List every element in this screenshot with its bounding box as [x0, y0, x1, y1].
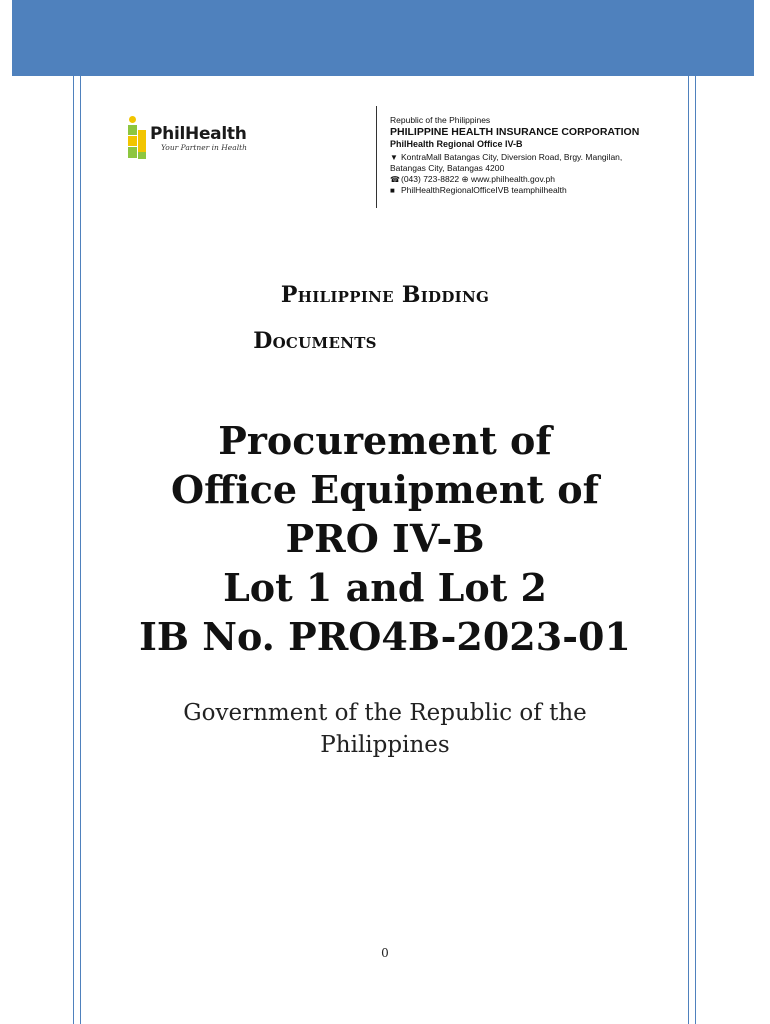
location-pin-icon: ▼: [390, 153, 398, 162]
page-border-right: [695, 76, 696, 1024]
address-line-1: ▼ KontraMall Batangas City, Diversion Road, Brgy. Mangilan,: [390, 152, 623, 162]
title-line-3: PRO IV-B: [285, 516, 485, 561]
contact-line: ☎(043) 723-8822 ⊕ www.philhealth.gov.ph: [390, 174, 555, 184]
document-type-heading: [150, 272, 620, 364]
subtitle-line-1: Government of the Republic of the: [183, 700, 587, 726]
brand-tagline: Your Partner in Health: [161, 143, 247, 152]
phone-icon: ☎: [390, 175, 400, 184]
title-line-1: Procurement of: [218, 418, 552, 463]
issuer-subtitle: [80, 697, 690, 761]
subtitle-line-2: Philippines: [320, 732, 450, 758]
page-border-left: [73, 76, 74, 1024]
brand-name: PhilHealth: [150, 124, 247, 144]
social-line: ■ PhilHealthRegionalOfficeIVB teamphilhealth: [390, 185, 567, 195]
title-line-5: IB No. PRO4B-2023-01: [139, 614, 631, 659]
procurement-title: [80, 416, 690, 661]
document-type-line-1: Philippine Bidding: [280, 282, 490, 308]
title-line-2: Office Equipment of: [171, 467, 599, 512]
title-line-4: Lot 1 and Lot 2: [223, 565, 547, 610]
address-line-2: Batangas City, Batangas 4200: [390, 163, 505, 173]
facebook-icon: ■: [390, 186, 395, 195]
top-banner: [12, 0, 754, 76]
republic-label: Republic of the Philippines: [390, 115, 491, 125]
header-divider: [376, 106, 377, 208]
document-type-line-2: Documents: [253, 328, 377, 354]
regional-office: PhilHealth Regional Office IV-B: [390, 139, 523, 149]
corporation-name: PHILIPPINE HEALTH INSURANCE CORPORATION: [390, 126, 640, 138]
page-number: 0: [381, 946, 389, 960]
